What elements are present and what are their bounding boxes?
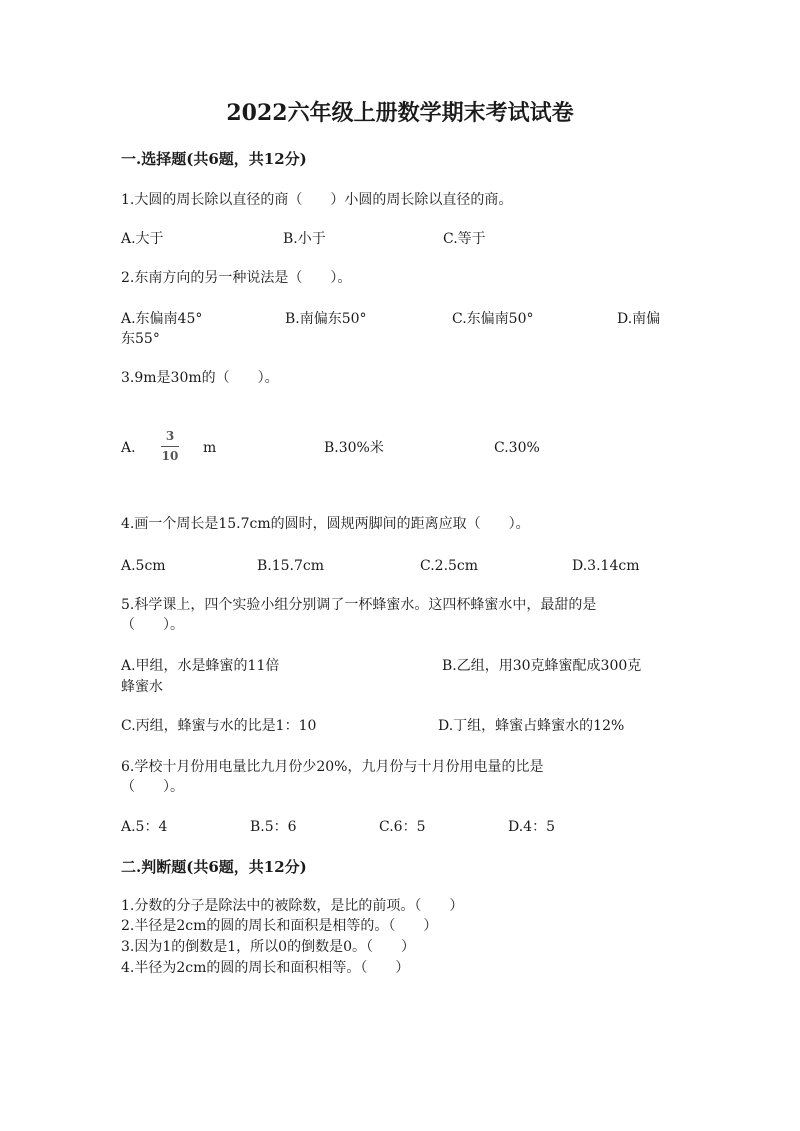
q2-option-d-continued: 东55° bbox=[121, 331, 160, 347]
question-2-stem: 2.东南方向的另一种说法是（ ）。 bbox=[121, 270, 352, 286]
q5-option-b-continued: 蜂蜜水 bbox=[121, 679, 163, 695]
question-5-stem-line-2: （ ）。 bbox=[121, 617, 184, 633]
q4-option-c: C.2.5cm bbox=[420, 558, 479, 574]
q2-option-b: B.南偏东50° bbox=[285, 311, 367, 327]
q6-option-a: A.5：4 bbox=[121, 819, 168, 835]
judgement-item-4: 4.半径为2cm的圆的周长和面积相等。（ ） bbox=[121, 960, 410, 976]
question-4-stem: 4.画一个周长是15.7cm的圆时，圆规两脚间的距离应取（ ）。 bbox=[121, 516, 530, 532]
q3-option-b: B.30%米 bbox=[324, 440, 384, 456]
q6-option-c: C.6：5 bbox=[379, 819, 426, 835]
q3-option-a-fraction bbox=[160, 428, 180, 466]
fraction-bar bbox=[161, 446, 179, 447]
fraction-numerator: 3 bbox=[165, 429, 175, 443]
q3-option-a-unit: m bbox=[203, 440, 217, 456]
q5-option-b: B.乙组，用30克蜂蜜配成300克 bbox=[442, 658, 642, 674]
q4-option-d: D.3.14cm bbox=[572, 558, 640, 574]
q1-option-b: B.小于 bbox=[283, 231, 326, 247]
page-title: 2022六年级上册数学期末考试试卷 bbox=[226, 100, 574, 126]
q5-option-d: D.丁组，蜂蜜占蜂蜜水的12% bbox=[438, 718, 625, 734]
question-6-stem-line-1: 6.学校十月份用电量比九月份少20%，九月份与十月份用电量的比是 bbox=[121, 759, 544, 775]
q3-option-a-label: A. bbox=[121, 440, 136, 456]
judgement-item-2: 2.半径是2cm的圆的周长和面积是相等的。（ ） bbox=[121, 918, 438, 934]
section-heading-judgement: 二.判断题(共6题，共12分) bbox=[121, 858, 307, 876]
q2-option-d: D.南偏 bbox=[617, 311, 661, 327]
q3-option-c: C.30% bbox=[494, 440, 540, 456]
question-5-stem-line-1: 5.科学课上，四个实验小组分别调了一杯蜂蜜水。这四杯蜂蜜水中，最甜的是 bbox=[121, 597, 597, 613]
q5-option-c: C.丙组，蜂蜜与水的比是1：10 bbox=[121, 718, 317, 734]
question-6-stem-line-2: （ ）。 bbox=[121, 779, 184, 795]
q1-option-a: A.大于 bbox=[121, 231, 164, 247]
q1-option-c: C.等于 bbox=[443, 231, 486, 247]
judgement-item-1: 1.分数的分子是除法中的被除数，是比的前项。（ ） bbox=[121, 898, 464, 914]
q6-option-b: B.5：6 bbox=[250, 819, 297, 835]
q6-option-d: D.4：5 bbox=[508, 819, 555, 835]
question-3-stem: 3.9m是30m的（ ）。 bbox=[121, 370, 279, 386]
judgement-item-3: 3.因为1的倒数是1，所以0的倒数是0。（ ） bbox=[121, 939, 415, 955]
fraction-denominator: 10 bbox=[161, 449, 179, 463]
section-heading-choice: 一.选择题(共6题，共12分) bbox=[121, 150, 307, 168]
question-1-stem: 1.大圆的周长除以直径的商（ ）小圆的周长除以直径的商。 bbox=[121, 192, 513, 208]
q4-option-a: A.5cm bbox=[121, 558, 166, 574]
q2-option-c: C.东偏南50° bbox=[452, 311, 534, 327]
q4-option-b: B.15.7cm bbox=[257, 558, 325, 574]
q2-option-a: A.东偏南45° bbox=[121, 311, 203, 327]
q5-option-a: A.甲组，水是蜂蜜的11倍 bbox=[121, 658, 280, 674]
